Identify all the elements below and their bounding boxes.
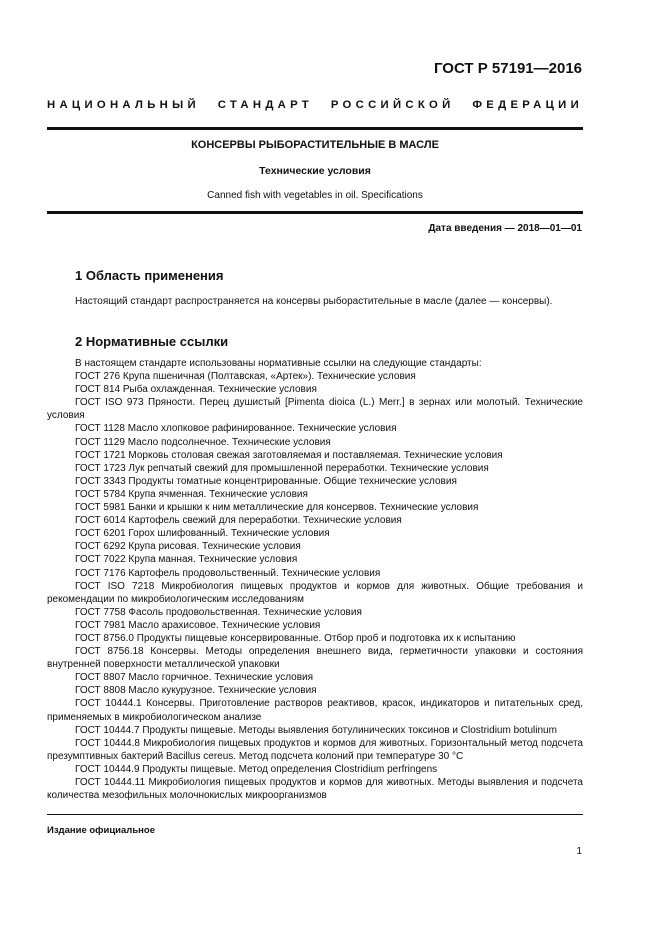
reference-item: ГОСТ 10444.8 Микробиология пищевых продуктов и кормов для животных. Горизонтальный метод подсчета презумптивных бактерий Bacillus cereus. Метод подсчета колоний при температуре 30 °С (47, 737, 583, 762)
reference-item: ГОСТ 814 Рыба охлажденная. Технические условия (75, 384, 317, 396)
references-intro: В настоящем стандарте использованы нормативные ссылки на следующие стандарты: (75, 358, 482, 369)
reference-item: ГОСТ 1721 Морковь столовая свежая заготовляемая и поставляемая. Технические условия (75, 449, 503, 461)
title-rule (47, 211, 583, 214)
reference-item: ГОСТ 7022 Крупа манная. Технические условия (75, 554, 298, 566)
header-rule (47, 127, 583, 130)
page-number: 1 (576, 846, 582, 857)
reference-item: ГОСТ 7758 Фасоль продовольственная. Технические условия (75, 606, 362, 618)
reference-item: ГОСТ 10444.7 Продукты пищевые. Методы выявления ботулинических токсинов и Clostridium botulinum (75, 724, 557, 736)
date-introduced: Дата введения — 2018—01—01 (428, 223, 582, 234)
national-standard-heading: НАЦИОНАЛЬНЫЙ СТАНДАРТ РОССИЙСКОЙ ФЕДЕРАЦИИ (47, 99, 583, 111)
reference-item: ГОСТ 10444.11 Микробиология пищевых продуктов и кормов для животных. Методы выявления и подсчета количества мезофильных молочнокислых микроорганизмов (47, 777, 583, 802)
reference-item: ГОСТ 5981 Банки и крышки к ним металлические для консервов. Технические условия (75, 502, 479, 514)
reference-item: ГОСТ 7981 Масло арахисовое. Технические условия (75, 619, 321, 631)
reference-item: ГОСТ 8756.0 Продукты пищевые консервированные. Отбор проб и подготовка их к испытанию (75, 632, 516, 644)
reference-item: ГОСТ 10444.9 Продукты пищевые. Метод определения Clostridium perfringens (75, 763, 438, 775)
reference-item: ГОСТ 276 Крупа пшеничная (Полтавская, «Артек»). Технические условия (75, 371, 416, 383)
gost-code: ГОСТ Р 57191—2016 (433, 60, 582, 77)
references-list (47, 357, 583, 802)
reference-item: ГОСТ ISO 973 Пряности. Перец душистый [Pimenta dioica (L.) Merr.] в зернах или молотый. Технические условия (47, 397, 583, 422)
section-1-text: Настоящий стандарт распространяется на консервы рыборастительные в масле (далее — консервы). (75, 296, 553, 307)
official-edition-label: Издание официальное (47, 825, 155, 836)
document-title-english: Canned fish with vegetables in oil. Specifications (207, 190, 423, 201)
reference-item: ГОСТ 8808 Масло кукурузное. Технические условия (75, 685, 317, 697)
reference-item: ГОСТ 6201 Горох шлифованный. Технические условия (75, 528, 330, 540)
section-1-heading: 1 Область применения (75, 268, 224, 283)
section-2-heading: 2 Нормативные ссылки (75, 334, 229, 349)
reference-item: ГОСТ 10444.1 Консервы. Приготовление растворов реактивов, красок, индикаторов и питательных сред, применяемых в микробиологическом анализе (47, 698, 583, 723)
reference-item: ГОСТ 3343 Продукты томатные концентрированные. Общие технические условия (75, 475, 457, 487)
reference-item: ГОСТ 6014 Картофель свежий для переработки. Технические условия (75, 515, 402, 527)
document-title: КОНСЕРВЫ РЫБОРАСТИТЕЛЬНЫЕ В МАСЛЕ (191, 139, 439, 151)
document-subtitle: Технические условия (259, 165, 371, 177)
reference-item: ГОСТ 1723 Лук репчатый свежий для промышленной переработки. Технические условия (75, 462, 489, 474)
reference-item: ГОСТ 8756.18 Консервы. Методы определения внешнего вида, герметичности упаковки и состояния внутренней поверхности металлической упаковки (47, 646, 583, 671)
reference-item: ГОСТ 7176 Картофель продовольственный. Технические условия (75, 567, 381, 579)
reference-item: ГОСТ ISO 7218 Микробиология пищевых продуктов и кормов для животных. Общие требования и рекомендации по микробиологическим исследованиям (47, 580, 583, 605)
reference-item: ГОСТ 6292 Крупа рисовая. Технические условия (75, 541, 301, 553)
footer-rule (47, 814, 583, 815)
reference-item: ГОСТ 1128 Масло хлопковое рафинированное. Технические условия (75, 423, 397, 435)
reference-item: ГОСТ 8807 Масло горчичное. Технические условия (75, 672, 314, 684)
reference-item: ГОСТ 5784 Крупа ячменная. Технические условия (75, 488, 308, 500)
reference-item: ГОСТ 1129 Масло подсолнечное. Технические условия (75, 436, 331, 448)
